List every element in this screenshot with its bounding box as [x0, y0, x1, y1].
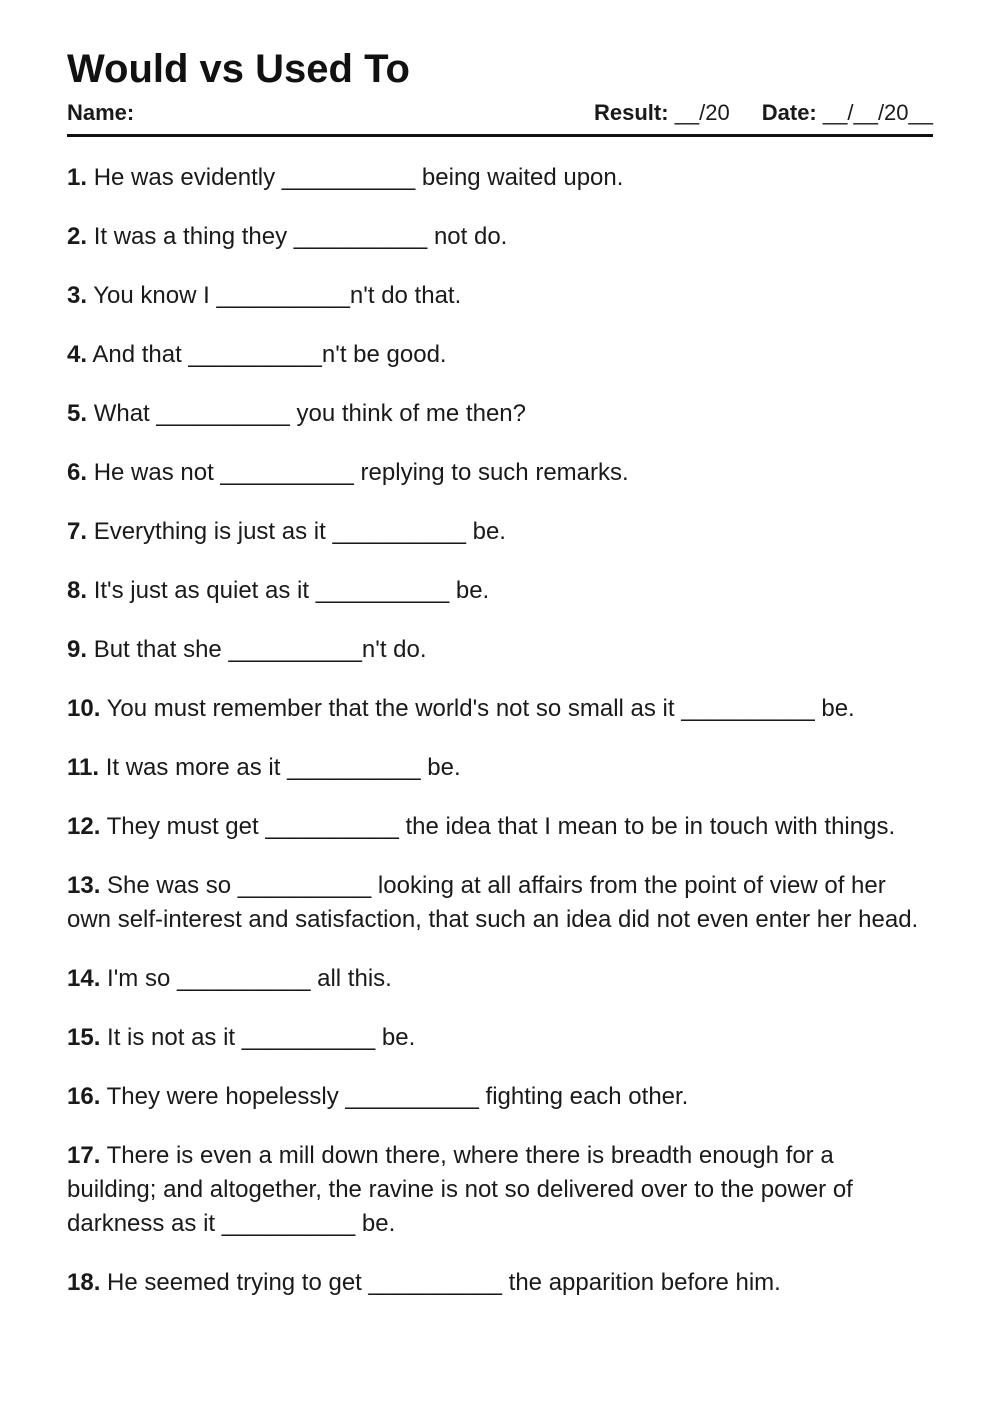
question-item — [67, 1080, 933, 1114]
question-item — [67, 161, 933, 195]
question-number: 16. — [67, 1083, 101, 1110]
question-item — [67, 279, 933, 313]
question-number: 11. — [67, 754, 100, 781]
question-item — [67, 810, 933, 844]
question-item — [67, 574, 933, 608]
question-item — [67, 220, 933, 254]
result-field — [594, 100, 730, 126]
question-number: 18. — [67, 1269, 101, 1296]
question-number: 15. — [67, 1024, 101, 1051]
question-number: 7. — [67, 518, 88, 545]
question-number: 2. — [67, 223, 88, 250]
question-number: 5. — [67, 400, 88, 427]
question-item — [67, 1266, 933, 1300]
name-label: Name: — [67, 100, 135, 125]
question-number: 6. — [67, 459, 88, 486]
question-number: 4. — [67, 341, 88, 368]
question-item — [67, 1139, 933, 1241]
question-item — [67, 338, 933, 372]
question-item — [67, 515, 933, 549]
result-label: Result: — [594, 100, 669, 125]
question-text: He seemed trying to get __________ the apparition before him. — [107, 1269, 781, 1296]
question-number: 9. — [67, 636, 88, 663]
question-text: And that __________n't be good. — [92, 341, 447, 368]
question-text: He was not __________ replying to such remarks. — [93, 459, 629, 486]
question-number: 14. — [67, 965, 101, 992]
question-text: There is even a mill down there, where there is breadth enough for a building; and altogether, the ravine is not so delivered over to the power of darkness as it __________ be. — [67, 1142, 853, 1237]
question-item — [67, 633, 933, 667]
question-item — [67, 456, 933, 490]
question-item — [67, 962, 933, 996]
question-text: I'm so __________ all this. — [107, 965, 392, 992]
question-number: 17. — [67, 1142, 101, 1169]
question-text: It was a thing they __________ not do. — [93, 223, 508, 250]
question-text: You must remember that the world's not so small as it __________ be. — [106, 695, 855, 722]
question-text: But that she __________n't do. — [93, 636, 427, 663]
question-item — [67, 692, 933, 726]
question-text: It's just as quiet as it __________ be. — [93, 577, 490, 604]
question-number: 13. — [67, 872, 101, 899]
date-value: __/__/20__ — [822, 100, 933, 125]
question-number: 10. — [67, 695, 101, 722]
question-text: They must get __________ the idea that I mean to be in touch with things. — [106, 813, 896, 840]
name-field — [67, 100, 134, 126]
date-label: Date: — [761, 100, 817, 125]
date-field — [762, 100, 933, 126]
page-title: Would vs Used To — [67, 47, 410, 91]
question-number: 1. — [67, 164, 88, 191]
question-item — [67, 751, 933, 785]
question-text: Everything is just as it __________ be. — [93, 518, 506, 545]
question-list — [67, 161, 933, 1300]
question-text: They were hopelessly __________ fighting each other. — [106, 1083, 689, 1110]
question-number: 3. — [67, 282, 88, 309]
header-right — [594, 100, 933, 126]
question-item — [67, 869, 933, 937]
question-item — [67, 1021, 933, 1055]
question-text: It is not as it __________ be. — [107, 1024, 416, 1051]
question-text: He was evidently __________ being waited upon. — [93, 164, 624, 191]
question-text: She was so __________ looking at all affairs from the point of view of her own self-interest and satisfaction, that such an idea did not even enter her head. — [67, 872, 919, 933]
question-number: 8. — [67, 577, 88, 604]
question-text: What __________ you think of me then? — [93, 400, 526, 427]
question-text: You know I __________n't do that. — [93, 282, 462, 309]
question-item — [67, 397, 933, 431]
result-value: __/20 — [674, 100, 730, 125]
question-text: It was more as it __________ be. — [105, 754, 461, 781]
question-number: 12. — [67, 813, 101, 840]
worksheet-header — [67, 100, 933, 137]
